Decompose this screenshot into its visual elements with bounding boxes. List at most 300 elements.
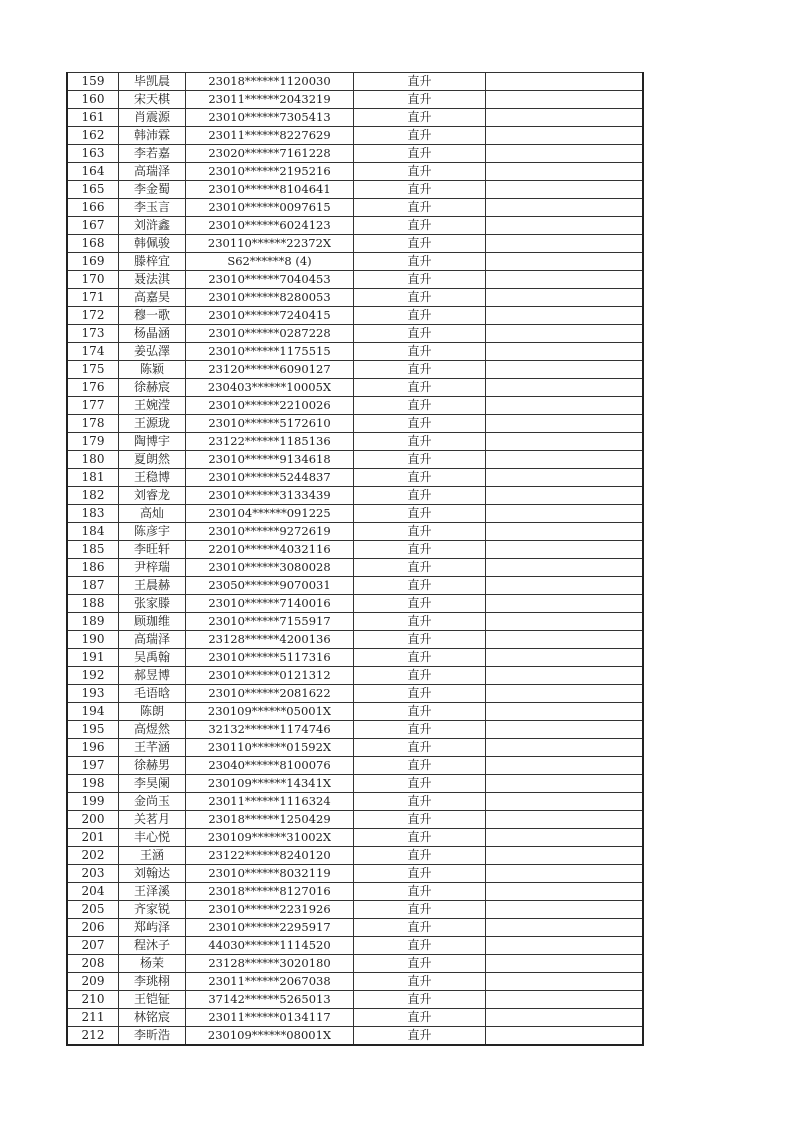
row-number: 199 <box>67 793 119 811</box>
status-cell: 直升 <box>354 361 486 379</box>
table-row <box>67 217 643 235</box>
student-name: 韩沛霖 <box>119 127 186 145</box>
row-number: 165 <box>67 181 119 199</box>
table-row <box>67 235 643 253</box>
id-number: S62******8 (4) <box>186 253 354 271</box>
row-number: 207 <box>67 937 119 955</box>
note-cell <box>486 325 644 343</box>
table-row <box>67 451 643 469</box>
note-cell <box>486 469 644 487</box>
status-cell: 直升 <box>354 217 486 235</box>
table-row <box>67 757 643 775</box>
row-number: 186 <box>67 559 119 577</box>
table-row <box>67 487 643 505</box>
row-number: 191 <box>67 649 119 667</box>
status-cell: 直升 <box>354 307 486 325</box>
student-name: 李珧栩 <box>119 973 186 991</box>
note-cell <box>486 217 644 235</box>
student-name: 高灿 <box>119 505 186 523</box>
status-cell: 直升 <box>354 145 486 163</box>
table-row <box>67 973 643 991</box>
student-name: 李玉言 <box>119 199 186 217</box>
student-name: 韩佩骏 <box>119 235 186 253</box>
id-number: 23010******5244837 <box>186 469 354 487</box>
id-number: 44030******1114520 <box>186 937 354 955</box>
id-number: 23010******8032119 <box>186 865 354 883</box>
status-cell: 直升 <box>354 703 486 721</box>
table-row <box>67 109 643 127</box>
note-cell <box>486 865 644 883</box>
row-number: 195 <box>67 721 119 739</box>
table-row <box>67 505 643 523</box>
table-row <box>67 703 643 721</box>
id-number: 23010******3080028 <box>186 559 354 577</box>
status-cell: 直升 <box>354 253 486 271</box>
table-row <box>67 559 643 577</box>
status-cell: 直升 <box>354 919 486 937</box>
row-number: 164 <box>67 163 119 181</box>
note-cell <box>486 91 644 109</box>
student-name: 刘翰达 <box>119 865 186 883</box>
table-row <box>67 775 643 793</box>
student-name: 丰心悦 <box>119 829 186 847</box>
student-name: 李若嘉 <box>119 145 186 163</box>
table-row <box>67 1009 643 1027</box>
note-cell <box>486 703 644 721</box>
id-number: 23010******9134618 <box>186 451 354 469</box>
status-cell: 直升 <box>354 793 486 811</box>
student-name: 刘浒鑫 <box>119 217 186 235</box>
student-name: 陶博宇 <box>119 433 186 451</box>
table-row <box>67 577 643 595</box>
table-row <box>67 523 643 541</box>
id-number: 23040******8100076 <box>186 757 354 775</box>
status-cell: 直升 <box>354 199 486 217</box>
note-cell <box>486 523 644 541</box>
row-number: 169 <box>67 253 119 271</box>
note-cell <box>486 883 644 901</box>
status-cell: 直升 <box>354 901 486 919</box>
row-number: 159 <box>67 73 119 91</box>
status-cell: 直升 <box>354 415 486 433</box>
id-number: 23011******1116324 <box>186 793 354 811</box>
table-row <box>67 127 643 145</box>
status-cell: 直升 <box>354 649 486 667</box>
student-name: 聂法淇 <box>119 271 186 289</box>
student-name: 毛语晗 <box>119 685 186 703</box>
id-number: 230110******22372X <box>186 235 354 253</box>
student-name: 陈彦宇 <box>119 523 186 541</box>
status-cell: 直升 <box>354 325 486 343</box>
id-number: 23122******1185136 <box>186 433 354 451</box>
status-cell: 直升 <box>354 937 486 955</box>
student-name: 高嘉昊 <box>119 289 186 307</box>
row-number: 167 <box>67 217 119 235</box>
status-cell: 直升 <box>354 829 486 847</box>
note-cell <box>486 793 644 811</box>
note-cell <box>486 541 644 559</box>
status-cell: 直升 <box>354 721 486 739</box>
id-number: 23011******2043219 <box>186 91 354 109</box>
id-number: 23010******2231926 <box>186 901 354 919</box>
note-cell <box>486 811 644 829</box>
id-number: 23010******0097615 <box>186 199 354 217</box>
id-number: 23010******1175515 <box>186 343 354 361</box>
status-cell: 直升 <box>354 595 486 613</box>
student-name: 王稳博 <box>119 469 186 487</box>
note-cell <box>486 595 644 613</box>
table-row <box>67 145 643 163</box>
note-cell <box>486 415 644 433</box>
row-number: 172 <box>67 307 119 325</box>
note-cell <box>486 973 644 991</box>
note-cell <box>486 505 644 523</box>
status-cell: 直升 <box>354 433 486 451</box>
id-number: 23018******1120030 <box>186 73 354 91</box>
row-number: 192 <box>67 667 119 685</box>
note-cell <box>486 181 644 199</box>
row-number: 206 <box>67 919 119 937</box>
student-name: 林铭宸 <box>119 1009 186 1027</box>
status-cell: 直升 <box>354 757 486 775</box>
status-cell: 直升 <box>354 73 486 91</box>
table-row <box>67 649 643 667</box>
row-number: 209 <box>67 973 119 991</box>
row-number: 183 <box>67 505 119 523</box>
row-number: 166 <box>67 199 119 217</box>
status-cell: 直升 <box>354 451 486 469</box>
student-name: 姜弘澤 <box>119 343 186 361</box>
id-number: 22010******4032116 <box>186 541 354 559</box>
status-cell: 直升 <box>354 811 486 829</box>
student-name: 穆一歌 <box>119 307 186 325</box>
roster-sheet <box>66 72 644 1046</box>
row-number: 181 <box>67 469 119 487</box>
note-cell <box>486 343 644 361</box>
note-cell <box>486 901 644 919</box>
table-row <box>67 685 643 703</box>
status-cell: 直升 <box>354 559 486 577</box>
student-name: 王芊涵 <box>119 739 186 757</box>
table-row <box>67 793 643 811</box>
table-row <box>67 415 643 433</box>
id-number: 230110******01592X <box>186 739 354 757</box>
student-name: 王源珑 <box>119 415 186 433</box>
table-row <box>67 613 643 631</box>
row-number: 170 <box>67 271 119 289</box>
table-row <box>67 163 643 181</box>
table-row <box>67 955 643 973</box>
status-cell: 直升 <box>354 379 486 397</box>
row-number: 174 <box>67 343 119 361</box>
status-cell: 直升 <box>354 847 486 865</box>
student-name: 高瑞泽 <box>119 163 186 181</box>
student-name: 王晨赫 <box>119 577 186 595</box>
table-row <box>67 901 643 919</box>
student-name: 肖震源 <box>119 109 186 127</box>
table-row <box>67 181 643 199</box>
row-number: 196 <box>67 739 119 757</box>
id-number: 23010******2210026 <box>186 397 354 415</box>
id-number: 23010******5117316 <box>186 649 354 667</box>
table-row <box>67 883 643 901</box>
row-number: 180 <box>67 451 119 469</box>
note-cell <box>486 379 644 397</box>
id-number: 230109******31002X <box>186 829 354 847</box>
id-number: 23010******2295917 <box>186 919 354 937</box>
student-name: 宋天棋 <box>119 91 186 109</box>
note-cell <box>486 775 644 793</box>
student-name: 徐赫宸 <box>119 379 186 397</box>
student-name: 高煜然 <box>119 721 186 739</box>
table-row <box>67 865 643 883</box>
student-name: 王涵 <box>119 847 186 865</box>
student-name: 毕凯晨 <box>119 73 186 91</box>
status-cell: 直升 <box>354 523 486 541</box>
note-cell <box>486 307 644 325</box>
row-number: 194 <box>67 703 119 721</box>
row-number: 173 <box>67 325 119 343</box>
note-cell <box>486 667 644 685</box>
row-number: 190 <box>67 631 119 649</box>
id-number: 23010******7305413 <box>186 109 354 127</box>
status-cell: 直升 <box>354 397 486 415</box>
id-number: 23010******0121312 <box>186 667 354 685</box>
row-number: 202 <box>67 847 119 865</box>
student-name: 王婉滢 <box>119 397 186 415</box>
status-cell: 直升 <box>354 613 486 631</box>
table-row <box>67 847 643 865</box>
id-number: 32132******1174746 <box>186 721 354 739</box>
row-number: 179 <box>67 433 119 451</box>
note-cell <box>486 145 644 163</box>
note-cell <box>486 253 644 271</box>
note-cell <box>486 1027 644 1046</box>
status-cell: 直升 <box>354 631 486 649</box>
table-row <box>67 739 643 757</box>
status-cell: 直升 <box>354 1009 486 1027</box>
id-number: 23010******6024123 <box>186 217 354 235</box>
row-number: 168 <box>67 235 119 253</box>
table-row <box>67 397 643 415</box>
row-number: 193 <box>67 685 119 703</box>
row-number: 176 <box>67 379 119 397</box>
row-number: 208 <box>67 955 119 973</box>
student-name: 齐家锐 <box>119 901 186 919</box>
status-cell: 直升 <box>354 955 486 973</box>
id-number: 230109******05001X <box>186 703 354 721</box>
id-number: 23018******1250429 <box>186 811 354 829</box>
status-cell: 直升 <box>354 1027 486 1046</box>
note-cell <box>486 757 644 775</box>
row-number: 162 <box>67 127 119 145</box>
student-name: 杨茉 <box>119 955 186 973</box>
student-name: 金尚玉 <box>119 793 186 811</box>
id-number: 23011******8227629 <box>186 127 354 145</box>
table-row <box>67 811 643 829</box>
row-number: 161 <box>67 109 119 127</box>
student-name: 吴禹翰 <box>119 649 186 667</box>
status-cell: 直升 <box>354 865 486 883</box>
note-cell <box>486 271 644 289</box>
row-number: 201 <box>67 829 119 847</box>
row-number: 178 <box>67 415 119 433</box>
table-row <box>67 253 643 271</box>
id-number: 23010******2081622 <box>186 685 354 703</box>
status-cell: 直升 <box>354 163 486 181</box>
student-name: 郝昱博 <box>119 667 186 685</box>
status-cell: 直升 <box>354 181 486 199</box>
table-row <box>67 379 643 397</box>
note-cell <box>486 451 644 469</box>
table-row <box>67 343 643 361</box>
note-cell <box>486 577 644 595</box>
status-cell: 直升 <box>354 109 486 127</box>
note-cell <box>486 955 644 973</box>
table-row <box>67 937 643 955</box>
status-cell: 直升 <box>354 343 486 361</box>
row-number: 185 <box>67 541 119 559</box>
status-cell: 直升 <box>354 487 486 505</box>
table-row <box>67 631 643 649</box>
row-number: 210 <box>67 991 119 1009</box>
student-name: 郑屿泽 <box>119 919 186 937</box>
table-row <box>67 289 643 307</box>
student-name: 张家滕 <box>119 595 186 613</box>
student-name: 李金蜀 <box>119 181 186 199</box>
student-name: 徐赫男 <box>119 757 186 775</box>
id-number: 23010******0287228 <box>186 325 354 343</box>
row-number: 198 <box>67 775 119 793</box>
table-row <box>67 271 643 289</box>
id-number: 230104******091225 <box>186 505 354 523</box>
note-cell <box>486 739 644 757</box>
status-cell: 直升 <box>354 883 486 901</box>
student-name: 李昊阑 <box>119 775 186 793</box>
note-cell <box>486 1009 644 1027</box>
student-name: 顾珈维 <box>119 613 186 631</box>
status-cell: 直升 <box>354 541 486 559</box>
row-number: 197 <box>67 757 119 775</box>
student-name: 夏朗然 <box>119 451 186 469</box>
row-number: 175 <box>67 361 119 379</box>
note-cell <box>486 487 644 505</box>
status-cell: 直升 <box>354 775 486 793</box>
table-row <box>67 721 643 739</box>
status-cell: 直升 <box>354 289 486 307</box>
row-number: 188 <box>67 595 119 613</box>
id-number: 23011******2067038 <box>186 973 354 991</box>
note-cell <box>486 109 644 127</box>
id-number: 23010******2195216 <box>186 163 354 181</box>
note-cell <box>486 289 644 307</box>
status-cell: 直升 <box>354 739 486 757</box>
id-number: 230109******08001X <box>186 1027 354 1046</box>
id-number: 23010******8104641 <box>186 181 354 199</box>
roster-body <box>67 73 643 1046</box>
row-number: 200 <box>67 811 119 829</box>
id-number: 23010******5172610 <box>186 415 354 433</box>
status-cell: 直升 <box>354 973 486 991</box>
note-cell <box>486 361 644 379</box>
student-name: 关茗月 <box>119 811 186 829</box>
note-cell <box>486 199 644 217</box>
table-row <box>67 1027 643 1046</box>
table-row <box>67 991 643 1009</box>
id-number: 23010******7155917 <box>186 613 354 631</box>
note-cell <box>486 631 644 649</box>
status-cell: 直升 <box>354 91 486 109</box>
row-number: 160 <box>67 91 119 109</box>
id-number: 23010******7040453 <box>186 271 354 289</box>
id-number: 37142******5265013 <box>186 991 354 1009</box>
id-number: 23120******6090127 <box>186 361 354 379</box>
note-cell <box>486 649 644 667</box>
note-cell <box>486 613 644 631</box>
row-number: 177 <box>67 397 119 415</box>
row-number: 182 <box>67 487 119 505</box>
status-cell: 直升 <box>354 991 486 1009</box>
note-cell <box>486 721 644 739</box>
id-number: 23050******9070031 <box>186 577 354 595</box>
note-cell <box>486 919 644 937</box>
row-number: 203 <box>67 865 119 883</box>
id-number: 23010******7240415 <box>186 307 354 325</box>
student-name: 王铠钲 <box>119 991 186 1009</box>
id-number: 23010******8280053 <box>186 289 354 307</box>
table-row <box>67 73 643 91</box>
table-row <box>67 595 643 613</box>
id-number: 23011******0134117 <box>186 1009 354 1027</box>
student-name: 程沐子 <box>119 937 186 955</box>
note-cell <box>486 163 644 181</box>
note-cell <box>486 847 644 865</box>
student-name: 陈朗 <box>119 703 186 721</box>
note-cell <box>486 73 644 91</box>
id-number: 23010******3133439 <box>186 487 354 505</box>
status-cell: 直升 <box>354 127 486 145</box>
status-cell: 直升 <box>354 685 486 703</box>
note-cell <box>486 829 644 847</box>
status-cell: 直升 <box>354 235 486 253</box>
table-row <box>67 667 643 685</box>
student-name: 高瑞泽 <box>119 631 186 649</box>
student-name: 王泽溪 <box>119 883 186 901</box>
table-row <box>67 433 643 451</box>
id-number: 23010******9272619 <box>186 523 354 541</box>
row-number: 184 <box>67 523 119 541</box>
status-cell: 直升 <box>354 469 486 487</box>
note-cell <box>486 127 644 145</box>
student-name: 刘睿龙 <box>119 487 186 505</box>
student-name: 李旺轩 <box>119 541 186 559</box>
note-cell <box>486 235 644 253</box>
table-row <box>67 199 643 217</box>
status-cell: 直升 <box>354 667 486 685</box>
table-row <box>67 469 643 487</box>
row-number: 205 <box>67 901 119 919</box>
note-cell <box>486 685 644 703</box>
table-row <box>67 361 643 379</box>
id-number: 23128******4200136 <box>186 631 354 649</box>
table-row <box>67 325 643 343</box>
row-number: 211 <box>67 1009 119 1027</box>
note-cell <box>486 433 644 451</box>
table-row <box>67 91 643 109</box>
status-cell: 直升 <box>354 271 486 289</box>
student-roster-table <box>66 72 644 1046</box>
id-number: 23128******3020180 <box>186 955 354 973</box>
